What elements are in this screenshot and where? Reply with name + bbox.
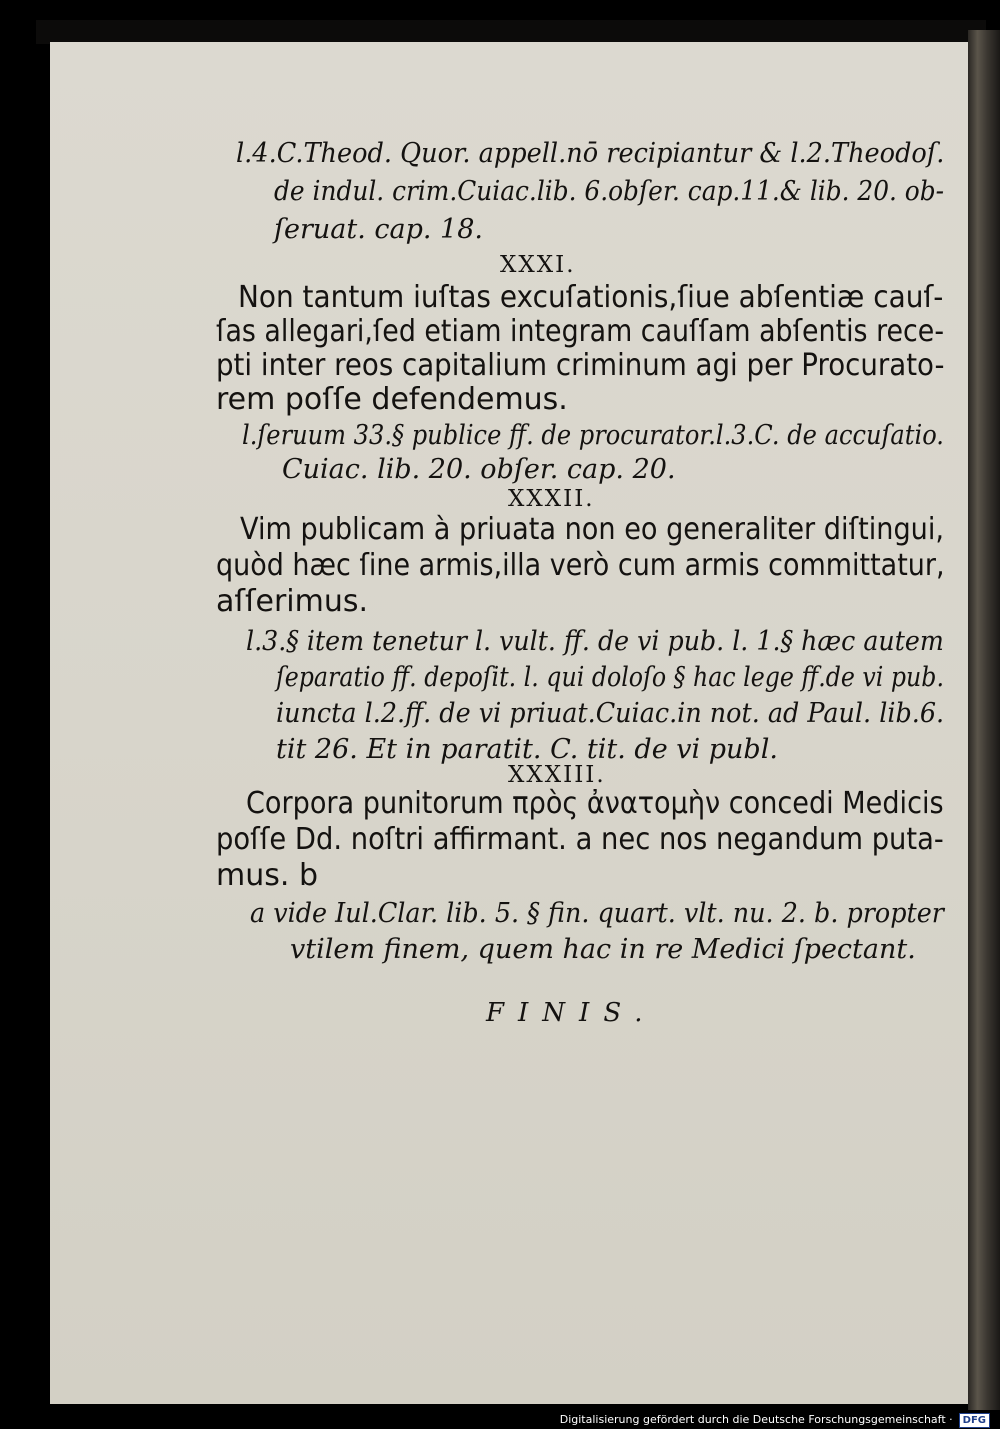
thesis-number: XXXIII. [508, 762, 606, 788]
dfg-logo: DFG [959, 1413, 990, 1428]
thesis-line: rem poſſe defendemus. [216, 382, 568, 417]
citation-line: iuncta l.2.ff. de vi priuat.Cuiac.in not. ad Paul. lib.6. [276, 698, 945, 729]
footnote-line: vtilem finem, quem hac in re Medici ſpectant. [290, 934, 916, 965]
citation-line: ſeruat. cap. 18. [274, 214, 483, 245]
citation-line: Cuiac. lib. 20. obſer. cap. 20. [282, 454, 676, 485]
thesis-line: Corpora punitorum πρὸς ἀνατομὴν concedi Medicis [246, 786, 944, 821]
document-page [50, 42, 968, 1404]
thesis-line: pti inter reos capitalium criminum agi per Procurato- [216, 348, 945, 383]
finis-label: FINIS. [486, 998, 657, 1028]
citation-line: de indul. crim.Cuiac.lib. 6.obſer. cap.11.& lib. 20. ob- [274, 176, 945, 207]
bleed-through [200, 182, 211, 220]
footer-text: Digitalisierung gefördert durch die Deutsche Forschungsgemeinschaft · [559, 1413, 953, 1426]
thesis-line: aſſerimus. [216, 584, 369, 619]
citation-line: tit 26. Et in paratit. C. tit. de vi publ. [276, 734, 778, 765]
thesis-line: Vim publicam à priuata non eo generaliter diſtingui, [240, 512, 945, 547]
thesis-line: quòd hæc ſine armis,illa verò cum armis committatur, [216, 548, 945, 583]
book-spine-edge [968, 30, 1000, 1410]
thesis-line: Non tantum iuſtas excuſationis,ſiue abſentiæ cauſ- [238, 280, 944, 315]
citation-line: l.ſeruum 33.§ publice ff. de procurator.l.3.C. de accuſatio. [242, 420, 944, 451]
thesis-number: XXXI. [500, 252, 576, 278]
digitization-footer [560, 1411, 990, 1429]
citation-line: ſeparatio ff. depoſit. l. qui doloſo § hac lege ff.de vi pub. [276, 662, 944, 693]
citation-line: l.4.C.Theod. Quor. appell.nō recipiantur & l.2.Theodoſ. [236, 138, 945, 169]
thesis-line: ſas allegari,ſed etiam integram cauſſam abſentis rece- [216, 314, 945, 349]
thesis-number: XXXII. [508, 486, 595, 512]
citation-line: l.3.§ item tenetur l. vult. ff. de vi pub. l. 1.§ hæc autem [246, 626, 944, 657]
thesis-line: mus. b [216, 858, 318, 893]
thesis-line: poſſe Dd. noſtri affirmant. a nec nos negandum puta- [216, 822, 944, 857]
footnote-line: a vide Iul.Clar. lib. 5. § fin. quart. vlt. nu. 2. b. propter [250, 898, 944, 929]
page-top-shadow [36, 20, 986, 44]
